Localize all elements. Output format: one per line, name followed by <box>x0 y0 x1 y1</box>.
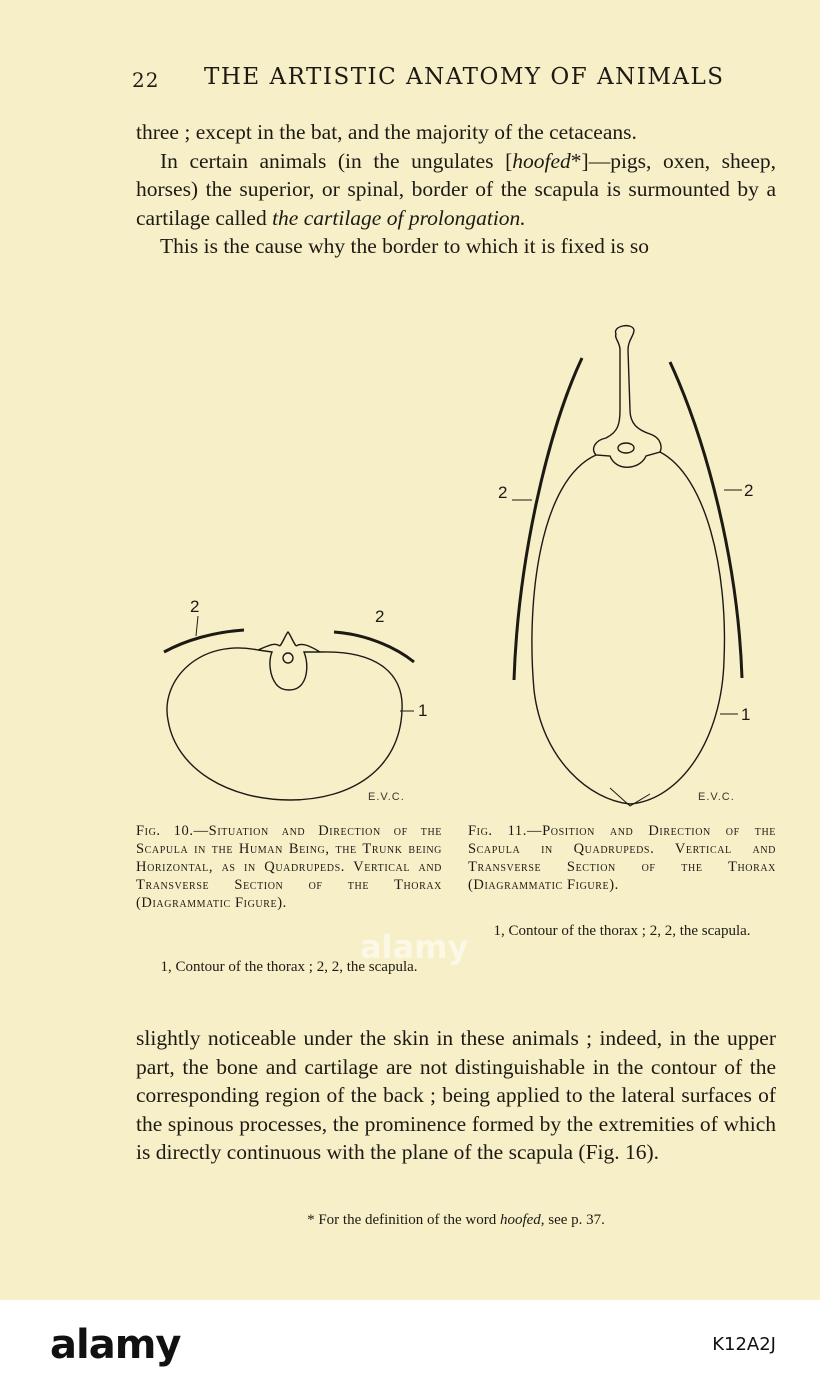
fig10-caption: Fig. 10.—Situation and Direction of the Scapula in the Human Being, the Trunk being Horizontal, as in Quadrupeds. Vertical and Transverse Section of the Thorax (Diagrammatic Figure). <box>136 823 442 911</box>
fig11-spinal-canal <box>618 443 634 453</box>
fig11-spine <box>594 326 661 468</box>
fig10-spinal-canal <box>283 653 293 663</box>
paragraph-cause: This is the cause why the border to which it is fixed is so <box>160 234 650 258</box>
stock-banner <box>0 1300 820 1390</box>
fig10-scapula-right <box>334 632 414 662</box>
fig10-vertebra <box>258 632 320 690</box>
alamy-logo: alamy <box>50 1322 181 1368</box>
body-text-bottom <box>136 1024 776 1167</box>
fig11-caption: Fig. 11.—Position and Direction of the Scapula in Quadrupeds. Vertical and Transverse Section of the Thorax (Diagrammatic Figure). <box>468 823 776 893</box>
fig11-signature: E.V.C. <box>698 791 735 803</box>
figure-11-drawing <box>512 326 742 806</box>
fig10-signature: E.V.C. <box>368 791 405 803</box>
hoofed-term: hoofed <box>512 148 571 173</box>
paragraph-ungulates: In certain animals (in the ungulates [hoofed*]—pigs, oxen, sheep, horses) the superior, or spinal, border of the scapula is surmounted by a cartilage called the cartilage of prolongation. <box>136 148 776 230</box>
fig10-thorax-contour <box>167 648 402 800</box>
paragraph-continuation: three ; except in the bat, and the majority of the cetaceans. <box>136 120 637 144</box>
fig11-legend: 1, Contour of the thorax ; 2, 2, the scapula. <box>493 923 751 939</box>
fig10-label-2-left: 2 <box>190 597 200 616</box>
footnote-hoofed: hoofed, <box>499 1212 545 1228</box>
watermark-logo: alamy <box>360 928 469 966</box>
fig11-scapula-left <box>514 358 582 680</box>
fig11-label-1: 1 <box>741 705 751 724</box>
fig11-thorax-contour <box>532 452 725 804</box>
fig11-label-2-right: 2 <box>744 481 754 500</box>
fig11-label-2-left: 2 <box>498 483 508 502</box>
fig10-legend: 1, Contour of the thorax ; 2, 2, the scapula. <box>160 959 418 975</box>
page-header <box>132 64 772 98</box>
body-text-top <box>136 118 776 261</box>
cartilage-term: the cartilage of prolongation. <box>272 205 526 230</box>
fig11-scapula-right <box>670 362 742 678</box>
image-id: K12A2J <box>712 1334 776 1355</box>
footnote: * For the definition of the word hoofed, see p. 37. <box>307 1212 605 1228</box>
page-number: 22 <box>132 68 160 92</box>
fig10-label-1: 1 <box>418 701 428 720</box>
anatomy-diagrams <box>0 300 820 820</box>
running-title: THE ARTISTIC ANATOMY OF ANIMALS <box>204 64 725 90</box>
figure-10-drawing <box>164 616 414 800</box>
paragraph-continuation-bottom: slightly noticeable under the skin in these animals ; indeed, in the upper part, the bone and cartilage are not distinguishable in the contour of the corresponding region of the back ; being applied to the lateral surfaces of the spinous processes, the prominence formed by the extremities of which is directly continuous with the plane of the scapula (Fig. 16). <box>136 1026 776 1164</box>
fig10-label-2-right: 2 <box>375 607 385 626</box>
